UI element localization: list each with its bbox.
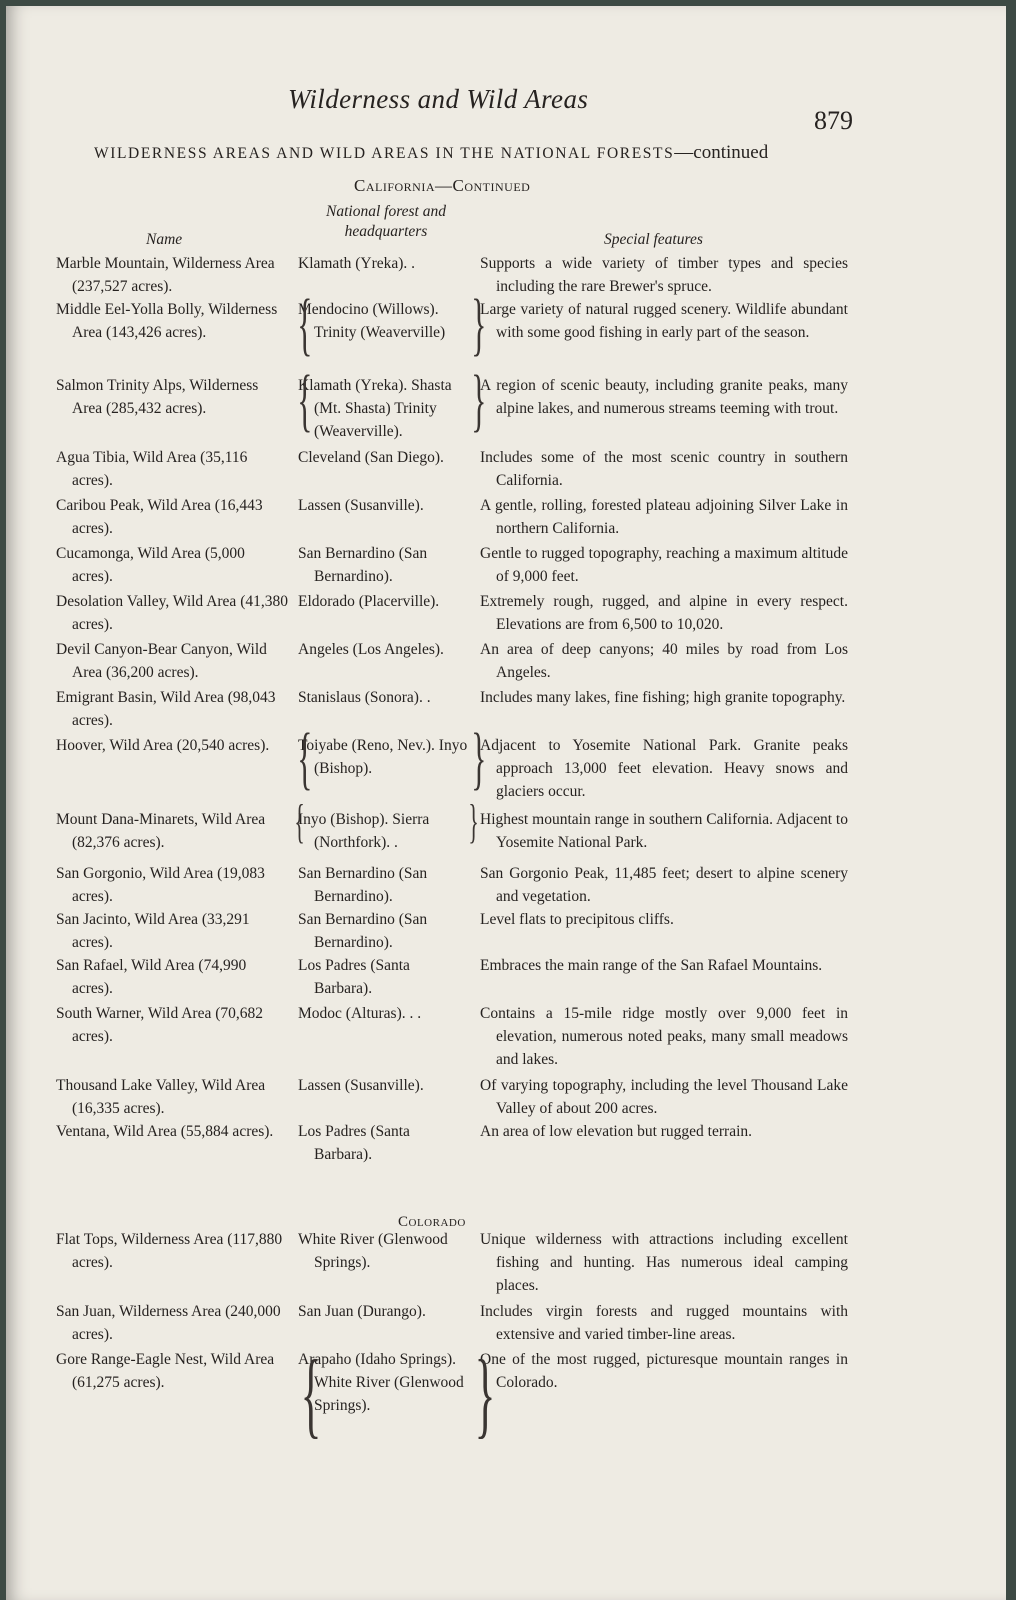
special-features: Extremely rough, rugged, and alpine in every respect. Elevations are from 6,500 to 10,020. <box>480 593 848 633</box>
column-header-forest-line1: National forest and <box>326 203 446 220</box>
area-name: San Rafael, Wild Area (74,990 acres). <box>56 957 247 997</box>
special-features: Supports a wide variety of timber types and species including the rare Brewer's spruce. <box>480 255 848 295</box>
area-name: Salmon Trinity Alps, Wilderness Area (285,432 acres). <box>56 377 259 417</box>
right-brace: } <box>468 795 479 848</box>
special-features: An area of deep canyons; 40 miles by road from Los Angeles. <box>480 641 848 681</box>
forest-headquarters: White River (Glenwood Springs). <box>298 1231 448 1271</box>
forest-headquarters: Klamath (Yreka). Shasta (Mt. Shasta) Trinity (Weaverville). <box>298 377 452 440</box>
special-features: Highest mountain range in southern California. Adjacent to Yosemite National Park. <box>480 811 848 851</box>
forest-headquarters: Inyo (Bishop). Sierra (Northfork). . <box>298 811 430 851</box>
forest-headquarters: Toiyabe (Reno, Nev.). Inyo (Bishop). <box>298 737 468 777</box>
area-name: Gore Range-Eagle Nest, Wild Area (61,275 acres). <box>56 1351 275 1391</box>
area-name: San Jacinto, Wild Area (33,291 acres). <box>56 911 250 951</box>
left-brace: { <box>294 795 305 848</box>
area-name: San Gorgonio, Wild Area (19,083 acres). <box>56 865 265 905</box>
book-page <box>6 6 1006 1600</box>
area-name: Flat Tops, Wilderness Area (117,880 acres). <box>56 1231 283 1271</box>
forest-headquarters: San Juan (Durango). <box>298 1303 426 1320</box>
right-brace: } <box>471 362 487 439</box>
area-name: Emigrant Basin, Wild Area (98,043 acres). <box>56 689 276 729</box>
forest-headquarters: Klamath (Yreka). . <box>298 255 416 272</box>
area-name: South Warner, Wild Area (70,682 acres). <box>56 1005 264 1045</box>
left-brace: { <box>297 286 313 363</box>
special-features: Adjacent to Yosemite National Park. Granite peaks approach 13,000 feet elevation. Heavy snows and glaciers occur. <box>480 737 848 800</box>
area-name: Desolation Valley, Wild Area (41,380 acres). <box>56 593 288 633</box>
area-name: Ventana, Wild Area (55,884 acres). <box>56 1123 274 1140</box>
area-name: Cucamonga, Wild Area (5,000 acres). <box>56 545 245 585</box>
section-heading-colorado: Colorado <box>398 1214 466 1230</box>
area-name: Devil Canyon-Bear Canyon, Wild Area (36,200 acres). <box>56 641 267 681</box>
forest-headquarters: Los Padres (Santa Barbara). <box>298 1123 410 1163</box>
table-caption <box>94 142 768 164</box>
forest-headquarters: Modoc (Alturas). . . <box>298 1005 422 1022</box>
special-features: San Gorgonio Peak, 11,485 feet; desert to alpine scenery and vegetation. <box>480 865 848 905</box>
area-name: Agua Tibia, Wild Area (35,116 acres). <box>56 449 248 489</box>
special-features: A gentle, rolling, forested plateau adjoining Silver Lake in northern California. <box>480 497 848 537</box>
special-features: A region of scenic beauty, including granite peaks, many alpine lakes, and numerous streams teeming with trout. <box>480 377 848 417</box>
forest-headquarters: Arapaho (Idaho Springs). White River (Glenwood Springs). <box>298 1351 464 1414</box>
column-header-name: Name <box>146 231 183 248</box>
left-brace: { <box>300 1340 322 1447</box>
special-features: An area of low elevation but rugged terrain. <box>480 1123 753 1140</box>
forest-headquarters: Angeles (Los Angeles). <box>298 641 444 658</box>
right-brace: } <box>471 720 487 797</box>
column-header-forest <box>306 202 466 242</box>
special-features: Unique wilderness with attractions including excellent fishing and hunting. Has numerous ideal camping places. <box>480 1231 848 1294</box>
right-brace: } <box>471 286 487 363</box>
forest-headquarters: San Bernardino (San Bernardino). <box>298 865 428 905</box>
area-name: Thousand Lake Valley, Wild Area (16,335 acres). <box>56 1077 266 1117</box>
special-features: Gentle to rugged topography, reaching a maximum altitude of 9,000 feet. <box>480 545 848 585</box>
forest-headquarters: Mendocino (Willows). Trinity (Weaverville) <box>298 301 446 341</box>
table-caption-continued: —continued <box>674 142 769 163</box>
area-name: Hoover, Wild Area (20,540 acres). <box>56 737 270 754</box>
forest-headquarters: Los Padres (Santa Barbara). <box>298 957 410 997</box>
forest-headquarters: San Bernardino (San Bernardino). <box>298 911 428 951</box>
column-header-forest-line2: headquarters <box>344 223 428 240</box>
area-name: Middle Eel-Yolla Bolly, Wilderness Area (143,426 acres). <box>56 301 278 341</box>
forest-headquarters: Lassen (Susanville). <box>298 497 424 514</box>
table-caption-main: WILDERNESS AREAS AND WILD AREAS IN THE NATIONAL FORESTS <box>94 145 675 162</box>
column-header-features: Special features <box>604 231 703 248</box>
special-features: Includes some of the most scenic country in southern California. <box>480 449 848 489</box>
special-features: Level flats to precipitous cliffs. <box>480 911 674 928</box>
forest-headquarters: San Bernardino (San Bernardino). <box>298 545 428 585</box>
area-name: Mount Dana-Minarets, Wild Area (82,376 acres). <box>56 811 266 851</box>
left-brace: { <box>297 362 313 439</box>
forest-headquarters: Lassen (Susanville). <box>298 1077 424 1094</box>
special-features: Large variety of natural rugged scenery. Wildlife abundant with some good fishing in early part of the season. <box>480 301 848 341</box>
page-number: 879 <box>814 106 853 135</box>
area-name: Caribou Peak, Wild Area (16,443 acres). <box>56 497 263 537</box>
area-name: San Juan, Wilderness Area (240,000 acres). <box>56 1303 281 1343</box>
special-features: Of varying topography, including the level Thousand Lake Valley of about 200 acres. <box>480 1077 848 1117</box>
special-features: Includes virgin forests and rugged mountains with extensive and varied timber-line areas. <box>480 1303 848 1343</box>
forest-headquarters: Cleveland (San Diego). <box>298 449 444 466</box>
running-head: Wilderness and Wild Areas <box>288 84 589 114</box>
special-features: Embraces the main range of the San Rafael Mountains. <box>480 957 823 974</box>
area-name: Marble Mountain, Wilderness Area (237,527 acres). <box>56 255 275 295</box>
forest-headquarters: Stanislaus (Sonora). . <box>298 689 431 706</box>
special-features: Includes many lakes, fine fishing; high granite topography. <box>480 689 846 706</box>
special-features: One of the most rugged, picturesque mountain ranges in Colorado. <box>480 1351 848 1391</box>
forest-headquarters: Eldorado (Placerville). <box>298 593 440 610</box>
right-brace: } <box>474 1340 496 1447</box>
left-brace: { <box>297 720 313 797</box>
section-heading-california: California—Continued <box>354 176 531 195</box>
special-features: Contains a 15-mile ridge mostly over 9,000 feet in elevation, numerous noted peaks, many small meadows and lakes. <box>480 1005 848 1068</box>
